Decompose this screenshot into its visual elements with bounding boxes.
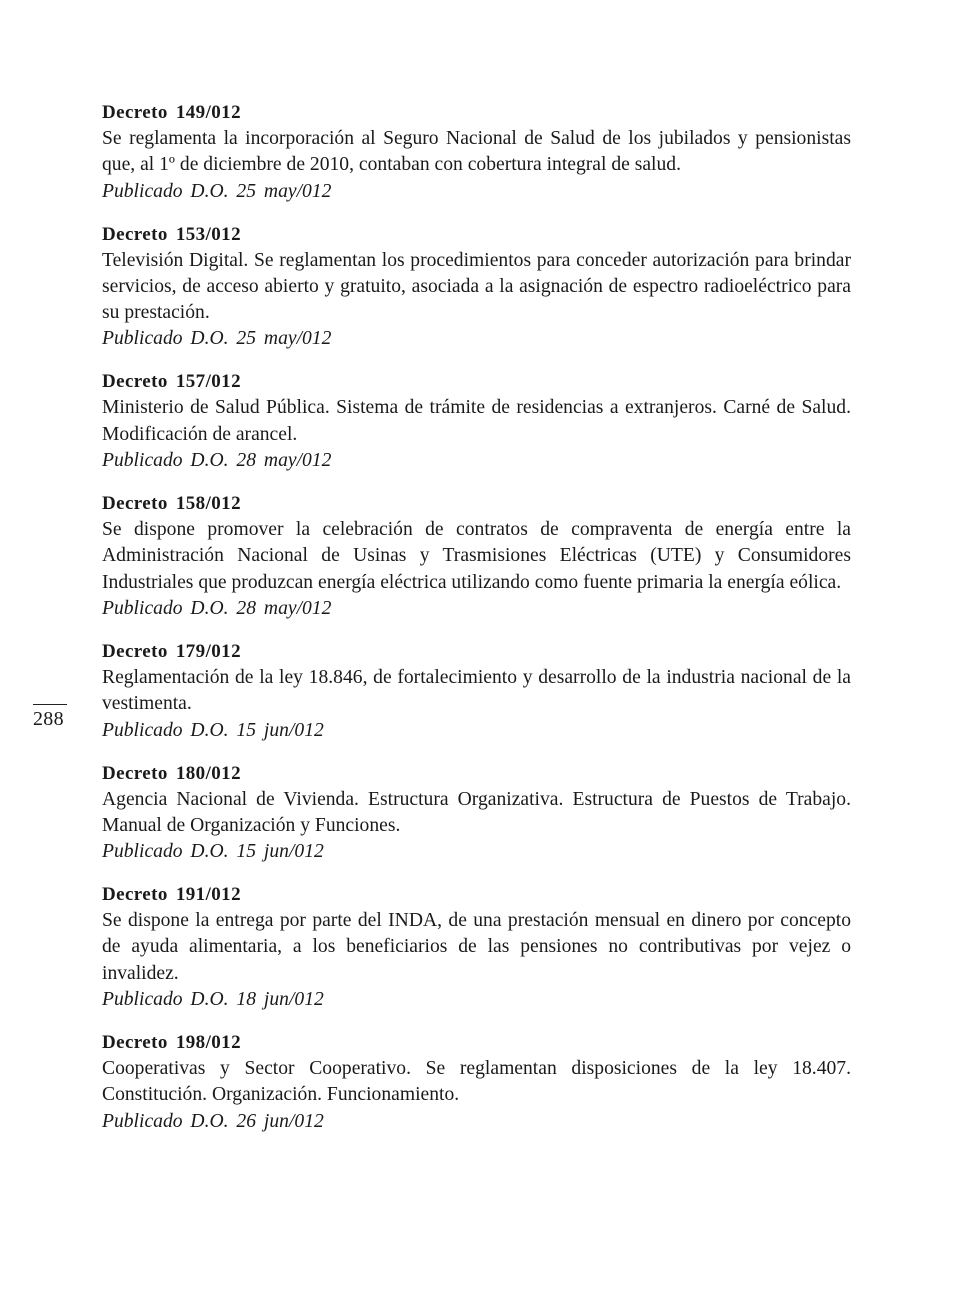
decree-description: Ministerio de Salud Pública. Sistema de trámite de residencias a extranjeros. Carné de Salud. Modificación de arancel. bbox=[102, 397, 851, 445]
decree-title: Decreto 149/012 bbox=[102, 102, 241, 123]
publication-date: Publicado D.O. 26 jun/012 bbox=[102, 1110, 324, 1132]
decree-entry bbox=[102, 882, 851, 1013]
decree-entry bbox=[102, 369, 851, 474]
decree-description: Televisión Digital. Se reglamentan los procedimientos para conceder autorización para brindar servicios, de acceso abierto y gratuito, asociada a la asignación de espectro radioeléctrico para su prestación. bbox=[102, 249, 851, 324]
decree-description: Se reglamenta la incorporación al Seguro Nacional de Salud de los jubilados y pensionistas que, al 1º de diciembre de 2010, contaban con cobertura integral de salud. bbox=[102, 128, 851, 176]
publication-date: Publicado D.O. 25 may/012 bbox=[102, 328, 332, 350]
decree-title: Decreto 158/012 bbox=[102, 493, 241, 515]
decree-title: Decreto 180/012 bbox=[102, 762, 241, 784]
decree-entry bbox=[102, 100, 851, 205]
decree-entry bbox=[102, 761, 851, 866]
decree-title: Decreto 157/012 bbox=[102, 371, 241, 393]
publication-date: Publicado D.O. 28 may/012 bbox=[102, 597, 332, 619]
decree-description: Se dispone promover la celebración de contratos de compraventa de energía entre la Administración Nacional de Usinas y Trasmisiones Eléctricas (UTE) y Consumidores Industriales que produzcan energía eléctrica utilizando como fuente primaria la energía eólica. bbox=[102, 519, 851, 593]
decree-entry bbox=[102, 491, 851, 622]
publication-date: Publicado D.O. 18 jun/012 bbox=[102, 989, 324, 1011]
decree-title: Decreto 191/012 bbox=[102, 884, 241, 906]
page-number: 288 bbox=[33, 708, 64, 730]
decree-description: Cooperativas y Sector Cooperativo. Se reglamentan disposiciones de la ley 18.407. Constitución. Organización. Funcionamiento. bbox=[102, 1058, 851, 1106]
publication-date: Publicado D.O. 28 may/012 bbox=[102, 450, 332, 472]
page-number-rule bbox=[33, 704, 67, 705]
decree-list bbox=[102, 100, 851, 1135]
decree-description: Reglamentación de la ley 18.846, de fortalecimiento y desarrollo de la industria nacional de la vestimenta. bbox=[102, 666, 851, 715]
decree-entry bbox=[102, 1030, 851, 1135]
decree-description: Agencia Nacional de Vivienda. Estructura Organizativa. Estructura de Puestos de Trabajo. Manual de Organización y Funciones. bbox=[102, 788, 851, 836]
decree-title: Decreto 153/012 bbox=[102, 223, 241, 245]
publication-date: Publicado D.O. 25 may/012 bbox=[102, 180, 332, 202]
decree-description: Se dispone la entrega por parte del INDA, de una prestación mensual en dinero por concepto de ayuda alimentaria, a los beneficiarios de las pensiones no contributivas por vejez o invalidez. bbox=[102, 910, 851, 984]
decree-title: Decreto 198/012 bbox=[102, 1032, 241, 1054]
decree-entry bbox=[102, 222, 851, 353]
publication-date: Publicado D.O. 15 jun/012 bbox=[102, 841, 324, 863]
decree-entry bbox=[102, 639, 851, 744]
publication-date: Publicado D.O. 15 jun/012 bbox=[102, 719, 324, 741]
decree-title: Decreto 179/012 bbox=[102, 640, 241, 662]
